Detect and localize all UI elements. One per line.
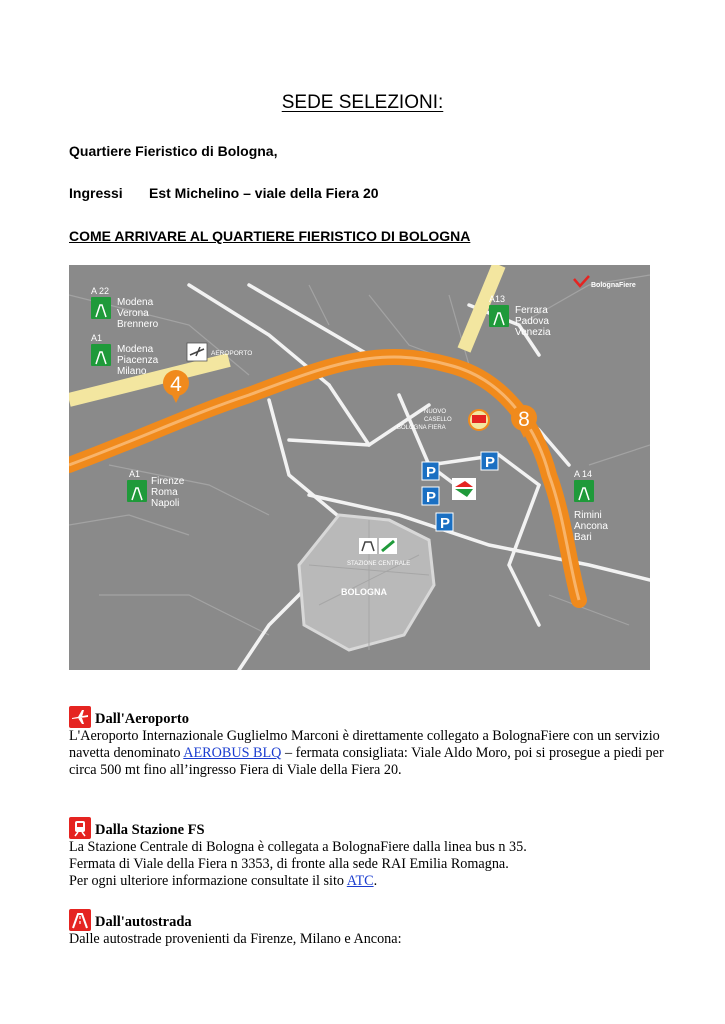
- train-icon: [69, 817, 91, 839]
- section-airport-text: L'Aeroporto Internazionale Guglielmo Marconi è direttamente collegato a BolognaFiere con un servizio navetta denominato AEROBUS BLQ – fermata consigliata: Viale Aldo Moro, poi si prosegue a piedi per circa 500 mt fino all’ingresso Fiera di Viale della Fiera 20.: [69, 728, 664, 778]
- svg-text:NUOVO: NUOVO: [424, 409, 447, 415]
- svg-text:CASELLO: CASELLO: [424, 417, 452, 423]
- location-map: [69, 265, 650, 670]
- aerobus-link[interactable]: AEROBUS BLQ: [183, 745, 282, 761]
- svg-text:Napoli: Napoli: [151, 498, 180, 509]
- section-motorway-head: [69, 905, 669, 931]
- svg-text:P: P: [426, 464, 437, 481]
- section-station-text: La Stazione Centrale di Bologna è collegata a BolognaFiere dalla linea bus n 35. Fermata di Viale della Fiera n 3353, di fronte alla sede RAI Emilia Romagna. Per ogni ulteriore informazione consultate il sito ATC.: [69, 839, 527, 889]
- parking-sign-4: [481, 452, 498, 471]
- svg-text:Padova: Padova: [515, 316, 549, 327]
- svg-text:Bari: Bari: [574, 532, 592, 543]
- fiera-icon: [452, 478, 476, 500]
- section-motorway: [69, 905, 669, 948]
- parking-sign-2: [422, 487, 439, 506]
- casello-icon: [469, 410, 489, 430]
- brand-logo-text: BolognaFiere: [591, 282, 636, 289]
- svg-text:Ferrara: Ferrara: [515, 305, 548, 316]
- venue-name: Quartiere Fieristico di Bologna,: [69, 143, 278, 159]
- svg-text:Milano: Milano: [117, 366, 147, 377]
- svg-text:Venezia: Venezia: [515, 327, 551, 338]
- parking-sign-1: [422, 462, 439, 481]
- svg-text:Modena: Modena: [117, 344, 154, 355]
- parking-sign-3: [436, 513, 453, 532]
- motorway-icon: [69, 909, 91, 931]
- airport-label: AEROPORTO: [211, 350, 253, 357]
- section-airport-heading: Dall'Aeroporto: [95, 711, 189, 727]
- svg-text:8: 8: [518, 408, 530, 431]
- page-title-wrap: [0, 92, 725, 114]
- svg-text:A1: A1: [91, 333, 103, 343]
- section-station-head: [69, 813, 669, 839]
- svg-text:Brennero: Brennero: [117, 319, 159, 330]
- svg-text:Roma: Roma: [151, 487, 178, 498]
- section-airport: [69, 702, 669, 779]
- entrance-line: [69, 185, 379, 201]
- section-motorway-heading: Dall'autostrada: [95, 914, 192, 930]
- svg-text:P: P: [426, 489, 437, 506]
- city-label: BOLOGNA: [341, 587, 387, 597]
- svg-text:Ancona: Ancona: [574, 521, 608, 532]
- svg-text:A13: A13: [489, 294, 506, 304]
- svg-text:Piacenza: Piacenza: [117, 355, 159, 366]
- svg-text:P: P: [440, 515, 451, 532]
- svg-text:P: P: [485, 454, 496, 471]
- station-label: STAZIONE CENTRALE: [347, 561, 411, 567]
- directions-heading: COME ARRIVARE AL QUARTIERE FIERISTICO DI BOLOGNA: [69, 228, 471, 244]
- airplane-icon: [69, 706, 91, 728]
- svg-text:Modena: Modena: [117, 297, 154, 308]
- svg-text:Firenze: Firenze: [151, 476, 185, 487]
- section-station-heading: Dalla Stazione FS: [95, 822, 205, 838]
- section-airport-head: [69, 702, 669, 728]
- svg-text:A 22: A 22: [91, 286, 110, 296]
- svg-text:4: 4: [170, 373, 182, 396]
- page-title: SEDE SELEZIONI:: [281, 92, 444, 113]
- svg-text:Verona: Verona: [117, 308, 149, 319]
- atc-link[interactable]: ATC: [346, 873, 374, 889]
- svg-text:BOLOGNA FIERA: BOLOGNA FIERA: [397, 425, 446, 431]
- entrance-label: Ingressi: [69, 185, 123, 201]
- entrance-address: Est Michelino – viale della Fiera 20: [149, 185, 379, 201]
- section-station: [69, 813, 669, 890]
- svg-text:Rimini: Rimini: [574, 510, 602, 521]
- svg-text:A 14: A 14: [574, 469, 593, 479]
- section-motorway-text: Dalle autostrade provenienti da Firenze, Milano e Ancona:: [69, 931, 402, 947]
- svg-text:A1: A1: [129, 469, 141, 479]
